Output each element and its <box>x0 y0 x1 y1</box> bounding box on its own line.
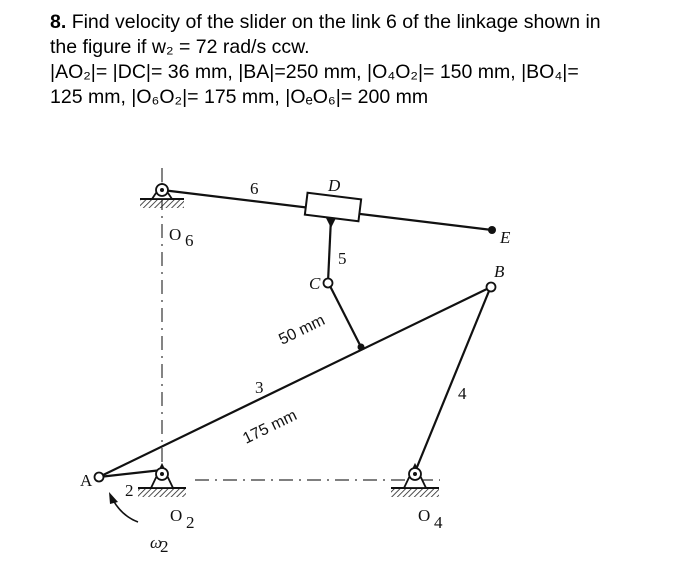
problem-line-2: the figure if w₂ = 72 rad/s ccw. <box>50 36 310 58</box>
label-d: D <box>328 176 341 195</box>
problem-line-4: 125 mm, |O₆O₂|= 175 mm, |OₑO₆|= 200 mm <box>50 86 429 108</box>
label-o4-subscript: 4 <box>434 513 443 532</box>
label-o6-subscript: 6 <box>185 231 194 250</box>
label-o4: O <box>418 506 431 525</box>
ground-pivot-o4 <box>391 465 439 497</box>
slider-d <box>305 193 361 221</box>
label-link-3: 3 <box>255 378 264 397</box>
label-link-5: 5 <box>338 249 347 268</box>
label-o6: O <box>169 225 182 244</box>
label-omega: ω <box>150 533 163 552</box>
label-link-6: 6 <box>250 179 259 198</box>
link-5 <box>328 218 331 282</box>
ground-pivot-o6 <box>140 184 184 208</box>
link-5-end-taper <box>326 218 336 228</box>
label-o2: O <box>170 506 183 525</box>
ground-pivot-o2 <box>138 465 186 497</box>
label-a: A <box>80 471 93 490</box>
label-dim-175mm: 175 mm <box>240 406 300 448</box>
joint-e <box>488 226 496 234</box>
joint-b <box>487 283 496 292</box>
omega-arrowhead <box>109 492 118 504</box>
link-3 <box>99 287 491 477</box>
label-e: E <box>500 228 511 247</box>
problem-line-3: |AO₂|= |DC|= 36 mm, |BA|=250 mm, |O₄O₂|= 150 mm, |BO₄|= <box>50 61 579 83</box>
label-b: B <box>494 262 505 281</box>
label-o2-subscript: 2 <box>186 513 195 532</box>
label-link-2: 2 <box>125 481 134 500</box>
label-dim-50mm: 50 mm <box>276 311 328 349</box>
label-c: C <box>309 274 321 293</box>
problem-text-1: Find velocity of the slider on the link 6 of the linkage shown in <box>71 11 601 33</box>
link-c-offset <box>330 286 361 347</box>
label-link-4: 4 <box>458 384 467 403</box>
omega-arrow <box>113 500 138 522</box>
problem-number: 8. <box>50 11 67 33</box>
label-omega-subscript: 2 <box>160 537 169 556</box>
joint-a <box>95 473 104 482</box>
